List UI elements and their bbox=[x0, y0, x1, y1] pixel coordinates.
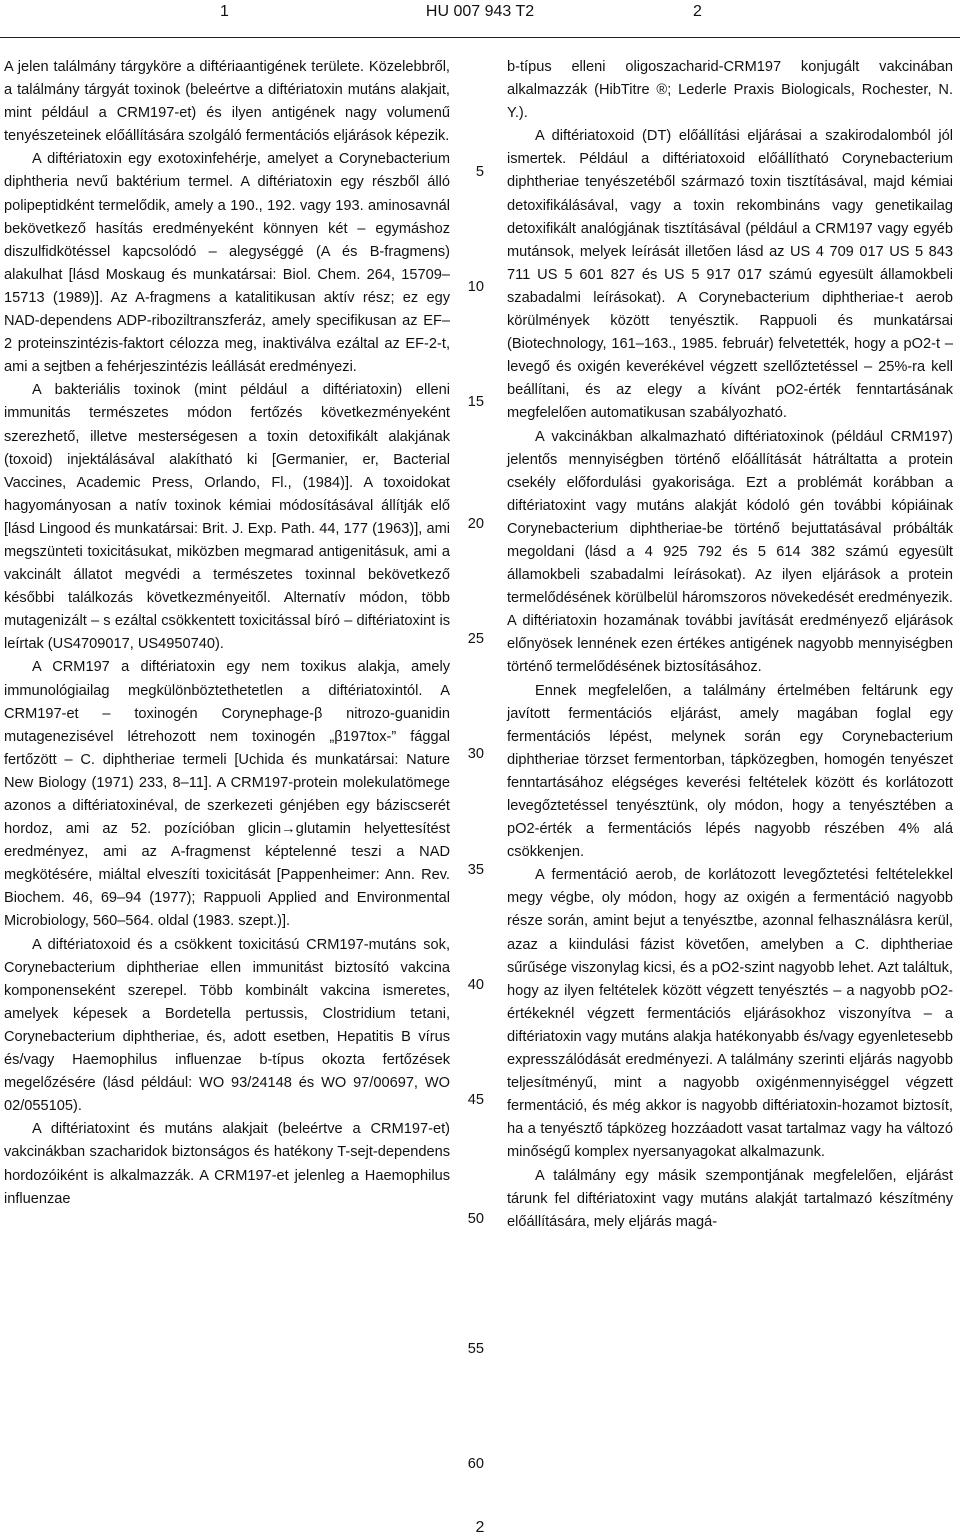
left-column bbox=[4, 56, 450, 1211]
paragraph: A diftériatoxoid (DT) előállítási eljárásai a szakirodalomból jól ismertek. Például a diftériatoxoid előállítható Corynebacterium diphtheriae tenyészetéből származó toxin tisztításával, majd kémiai detoxifikálásával, vagy a toxin rekombináns vagy genetikailag detoxifikált analógjának tisztításával (például a CRM197 vagy egyéb mutánsok, melyek leírását illetően lásd az US 4 709 017 US 5 843 711 US 5 601 827 és US 5 917 017 számú egyesült államokbeli szabadalmi leírásokat). A Corynebacterium diphtheriae-t aerob körülmények között tenyésztik. Rappuoli és munkatársai (Biotechnology, 161–163., 1985. február) felvetették, hogy a pO2-t – levegő és oxigén keverékével végzett szellőztetéssel – 25%-ra kell beállítani, és az elegy a kívánt pO2-érték fenntartásának megfelelően automatikusan szabályozható. bbox=[507, 128, 953, 422]
paragraph: A fermentáció aerob, de korlátozott levegőztetési feltételekkel megy végbe, oly módon, hogy az oxigén a fermentáció nagyobb része során, amint bejut a tenyésztbe, azonnal felhasználásra kerül, azaz a kiindulási fázist követően, amelyben a C. diphtheriae sűrűsége viszonylag kicsi, és a pO2-szint nagyobb lehet. Azt találtuk, hogy az ilyen feltételek között végzett tenyésztés – a nagyobb pO2-értékeknél végzett fermentációs eljárásokhoz viszonyítva – a diftériatoxin vagy mutáns alakja hatékonyabb és/vagy egyenletesebb expresszálódását eredményezi. A találmány szerinti eljárás nagyobb teljesítményű, mint a nagyobb oxigénmennyiséggel végzett fermentáció, és még akkor is nagyobb diftériatoxin-hozamot biztosít, ha a tenyésztő tápközeg hozzáadott vasat tartalmaz vagy ha változó minőségű komplex nyersanyagokat alkalmazunk. bbox=[507, 867, 953, 1161]
paragraph: A diftériatoxint és mutáns alakjait (beleértve a CRM197-et) vakcinákban szacharidok biztonságos és hatékony T-sejt-dependens hordozóiként is alkalmazzák. A CRM197-et jelenleg a Haemophilus influenzae bbox=[4, 1121, 450, 1207]
line-number: 15 bbox=[467, 394, 484, 410]
line-number: 50 bbox=[467, 1211, 484, 1227]
paragraph: A diftériatoxin egy exotoxinfehérje, amelyet a Corynebacterium diphtheria nevű baktérium termel. A diftériatoxin egy részből álló polipeptidként termelődik, amely a 190., 192. vagy 193. aminosavnál bekövetkező hasítás eredményeként könnyen két – egymáshoz diszulfidkötéssel kapcsolódó – alegységgé (A és B-fragmens) alakulhat [lásd Moskaug és munkatársai: Biol. Chem. 264, 15709–15713 (1989)]. Az A-fragmens a katalitikusan aktív rész; ez egy NAD-dependens ADP-riboziltranszferáz, amely specifikusan az EF–2 proteinszintézis-faktort célozza meg, inaktiválva ezáltal az EF-2-t, ami a sejtben a fehérjeszintézis leállását eredményezi. bbox=[4, 151, 450, 376]
paragraph: A bakteriális toxinok (mint például a diftériatoxin) elleni immunitás természetes módon fertőzés következményeként szerezhető, illetve mesterségesen a toxin detoxifikált alakjának (toxoid) injektálásával alakítható ki [Germanier, er, Bacterial Vaccines, Academic Press, Orlando, Fl., (1984)]. A toxoidokat hagyományosan a natív toxinok kémiai módosításával állítják elő [lásd Lingood és munkatársai: Brit. J. Exp. Path. 44, 177 (1963)], ami megszünteti toxicitásukat, miközben megmarad antigenitásuk, ami a vakcinált állatot megvédi a természetes toxinnal bekövetkező későbbi találkozás következményeitől. Alternatív módon, több mutagenizált – s ezáltal csökkentett toxicitással bíró – diftériatoxint is leírtak (US4709017, US4950740). bbox=[4, 382, 450, 653]
line-number: 40 bbox=[467, 977, 484, 993]
line-number: 45 bbox=[467, 1092, 484, 1108]
line-number: 5 bbox=[475, 164, 484, 180]
line-number: 55 bbox=[467, 1341, 484, 1357]
paragraph: Ennek megfelelően, a találmány értelmében feltárunk egy javított fermentációs eljárást, amely magában foglal egy fermentációs lépést, melynek során egy Corynebacterium diphtheriae törzset fermentorban, tápközegben, homogén tenyészet fenntartásához elégséges keverési feltételek között és korlátozott levegőztetéssel tenyésztünk, oly módon, hogy a tenyésztében a pO2-érték a fermentációs lépés nagyobb részében 4% alá csökkenjen. bbox=[507, 682, 953, 861]
paragraph: A találmány egy másik szempontjának megfelelően, eljárást tárunk fel diftériatoxint vagy mutáns alakját tartalmazó készítmény előállítására, mely eljárás magá- bbox=[507, 1167, 953, 1230]
paragraph: A jelen találmány tárgyköre a diftériaantigének területe. Közelebbről, a találmány tárgyát toxinok (beleértve a diftériatoxin mutáns alakjait, mint például a CRM197-et) és ilyen antigének nagy volumenű tenyészeteinek előállítására szolgáló fermentációs eljárások képezik. bbox=[4, 59, 450, 145]
header-page-right: 2 bbox=[693, 3, 702, 20]
paragraph: b-típus elleni oligoszacharid-CRM197 konjugált vakcinában alkalmazzák (HibTitre ®; Lederle Praxis Biologicals, Rochester, N. Y.). bbox=[507, 59, 953, 122]
line-number: 60 bbox=[467, 1456, 484, 1472]
line-number: 20 bbox=[467, 516, 484, 532]
header-rule bbox=[0, 37, 960, 38]
right-column bbox=[507, 56, 953, 1234]
line-number: 10 bbox=[467, 279, 484, 295]
paragraph: A vakcinákban alkalmazható diftériatoxinok (például CRM197) jelentős mennyiségben történő előállítását hátráltatta a protein csekély előfordulási gyakorisága. Ezt a problémát korábban a diftériatoxint vagy mutáns alakját kódoló gén további kópiáinak Corynebacterium diphtheriae-be történő bejuttatásával próbálták megoldani (lásd a 4 925 792 és 5 614 382 számú egyesült államokbeli szabadalmi leírásokat). Az ilyen eljárások a protein termelődésének körülbelül háromszoros növekedését eredményezik. A diftériatoxin hozamának további javítását eredményező eljárások előnyösek lennének ezen értékes antigének nagyobb mennyiségben történő termelődésének biztosításához. bbox=[507, 428, 953, 676]
header-page-left: 1 bbox=[220, 3, 229, 20]
footer-page-number: 2 bbox=[475, 1519, 485, 1536]
paragraph: A diftériatoxoid és a csökkent toxicitású CRM197-mutáns sok, Corynebacterium diphtheriae ellen immunitást biztosító vakcina komponenseként szerepel. Több kombinált vakcina ismeretes, amelyek képesek a Bordetella pertussis, Clostridium tetani, Corynebacterium diphtheriae, és, adott esetben, Hepatitis B vírus és/vagy Haemophilus influenzae b-típus okozta fertőzések megelőzésére (lásd például: WO 93/24148 és WO 97/00697, WO 02/055105). bbox=[4, 936, 450, 1115]
header-patent-number: HU 007 943 T2 bbox=[425, 3, 535, 20]
line-number: 25 bbox=[467, 631, 484, 647]
line-number: 35 bbox=[467, 862, 484, 878]
paragraph: A CRM197 a diftériatoxin egy nem toxikus alakja, amely immunológiailag megkülönböztethetetlen a diftériatoxintól. A CRM197-et – toxinogén Corynephage-β nitrozo-guanidin mutagenezisével létrehozott nem toxinogén „β197tox-” fággal fertőzött – C. diphtheriae termeli [Uchida és munkatársai: Nature New Biology (1971) 233, 8–11]. A CRM197-protein molekulatömege azonos a diftériatoxinéval, de szerkezeti génjében egy báziscserét hordoz, ami az 52. pozícióban glicin→glutamin helyettesítést eredményez, ami az A-fragmenst képtelenné teszi a NAD megkötésére, miáltal elveszíti toxicitását [Pappenheimer: Ann. Rev. Biochem. 46, 69–94 (1977); Rappuoli Applied and Environmental Microbiology, 560–564. oldal (1983. szept.)]. bbox=[4, 659, 450, 930]
line-number: 30 bbox=[467, 746, 484, 762]
